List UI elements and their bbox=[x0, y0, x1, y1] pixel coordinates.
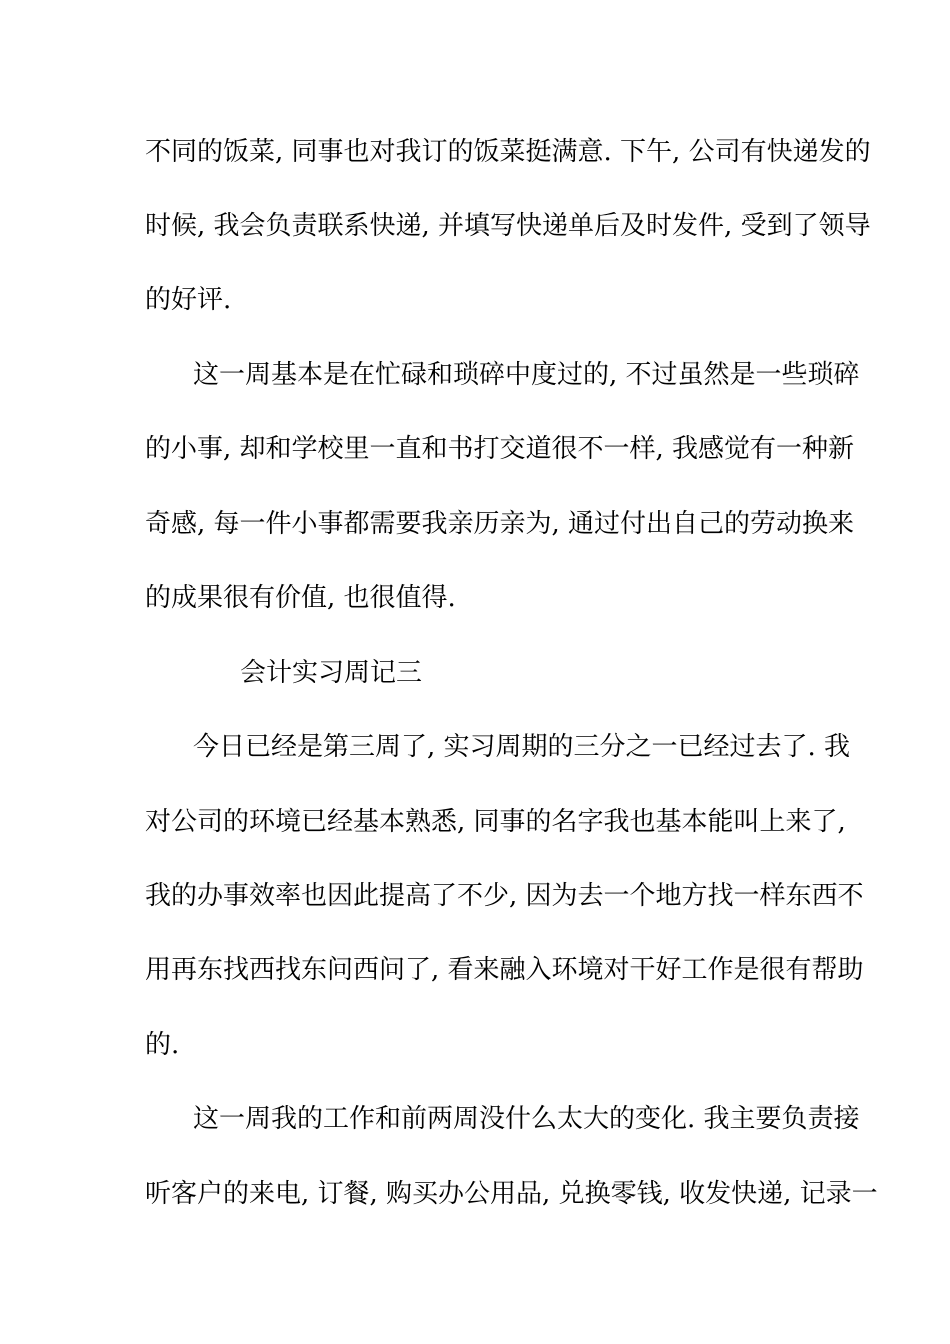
paragraph-4-line-1: 这一周我的工作和前两周没什么太大的变化. 我主要负责接 bbox=[193, 1104, 860, 1134]
paragraph-4-line-2: 听客户的来电, 订餐, 购买办公用品, 兑换零钱, 收发快递, 记录一 bbox=[145, 1179, 878, 1209]
paragraph-2-line-4: 的成果很有价值, 也很值得. bbox=[145, 583, 456, 613]
paragraph-3-line-4: 用再东找西找东问西问了, 看来融入环境对干好工作是很有帮助 bbox=[145, 955, 864, 985]
paragraph-1-line-1: 不同的饭菜, 同事也对我订的饭菜挺满意. 下午, 公司有快递发的 bbox=[145, 137, 871, 167]
paragraph-2-line-2: 的小事, 却和学校里一直和书打交道很不一样, 我感觉有一种新 bbox=[145, 434, 855, 464]
paragraph-2-line-3: 奇感, 每一件小事都需要我亲历亲为, 通过付出自己的劳动换来 bbox=[145, 509, 855, 539]
paragraph-2-line-1: 这一周基本是在忙碌和琐碎中度过的, 不过虽然是一些琐碎 bbox=[193, 360, 860, 390]
paragraph-1-line-2: 时候, 我会负责联系快递, 并填写快递单后及时发件, 受到了领导 bbox=[145, 211, 871, 241]
section-heading: 会计实习周记三 bbox=[240, 658, 423, 688]
paragraph-3-line-2: 对公司的环境已经基本熟悉, 同事的名字我也基本能叫上来了, bbox=[145, 807, 846, 837]
paragraph-3-line-1: 今日已经是第三周了, 实习周期的三分之一已经过去了. 我 bbox=[193, 732, 851, 762]
paragraph-3-line-3: 我的办事效率也因此提高了不少, 因为去一个地方找一样东西不 bbox=[145, 881, 864, 911]
paragraph-3-line-5: 的. bbox=[145, 1030, 180, 1060]
paragraph-1-line-3: 的好评. bbox=[145, 285, 232, 315]
